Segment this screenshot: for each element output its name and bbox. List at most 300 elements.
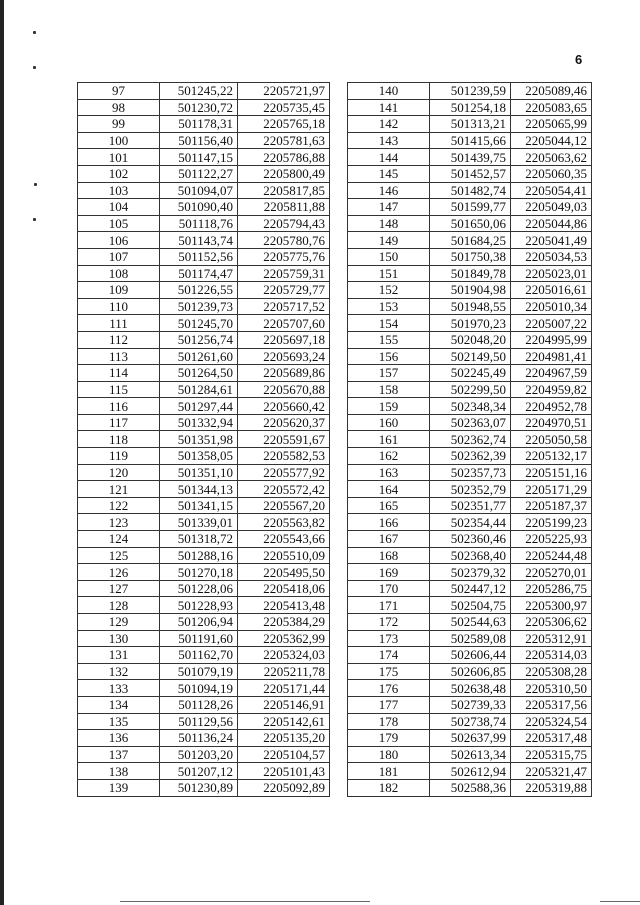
y-coordinate-cell: 2205321,47 [511,763,592,780]
y-coordinate-cell: 2205083,65 [511,99,592,116]
point-number-cell: 159 [348,398,430,415]
y-coordinate-cell: 2205244,48 [511,547,592,564]
y-coordinate-cell: 2205591,67 [238,431,330,448]
y-coordinate-cell: 2205721,97 [238,83,330,100]
y-coordinate-cell: 2205044,12 [511,132,592,149]
y-coordinate-cell: 2205211,78 [238,663,330,680]
point-number-cell: 98 [78,99,160,116]
x-coordinate-cell: 501482,74 [430,182,511,199]
x-coordinate-cell: 501351,10 [160,464,238,481]
point-number-cell: 126 [78,564,160,581]
x-coordinate-cell: 501228,93 [160,597,238,614]
x-coordinate-cell: 502363,07 [430,414,511,431]
table-row [78,597,330,614]
y-coordinate-cell: 2205060,35 [511,165,592,182]
table-row [78,215,330,232]
point-number-cell: 181 [348,763,430,780]
y-coordinate-cell: 2205707,60 [238,315,330,332]
y-coordinate-cell: 2205729,77 [238,282,330,299]
page-number: 6 [575,52,583,67]
y-coordinate-cell: 2205101,43 [238,763,330,780]
x-coordinate-cell: 501344,13 [160,481,238,498]
point-number-cell: 111 [78,315,160,332]
table-row [348,547,592,564]
table-row [348,348,592,365]
x-coordinate-cell: 501339,01 [160,514,238,531]
table-row [348,647,592,664]
y-coordinate-cell: 2205620,37 [238,414,330,431]
y-coordinate-cell: 2205315,75 [511,746,592,763]
point-number-cell: 169 [348,564,430,581]
x-coordinate-cell: 501288,16 [160,547,238,564]
y-coordinate-cell: 2205319,88 [511,779,592,796]
y-coordinate-cell: 2205063,62 [511,149,592,166]
y-coordinate-cell: 2205582,53 [238,448,330,465]
point-number-cell: 119 [78,448,160,465]
point-number-cell: 166 [348,514,430,531]
table-row [348,464,592,481]
table-row [78,149,330,166]
y-coordinate-cell: 2205007,22 [511,315,592,332]
point-number-cell: 157 [348,365,430,382]
x-coordinate-cell: 502613,34 [430,746,511,763]
x-coordinate-cell: 502612,94 [430,763,511,780]
table-row [348,199,592,216]
point-number-cell: 154 [348,315,430,332]
x-coordinate-cell: 502351,77 [430,497,511,514]
table-row [348,564,592,581]
table-row [348,83,592,100]
point-number-cell: 134 [78,696,160,713]
coordinates-table-right [347,82,592,797]
point-number-cell: 163 [348,464,430,481]
table-row [348,99,592,116]
point-number-cell: 164 [348,481,430,498]
point-number-cell: 113 [78,348,160,365]
table-row [78,182,330,199]
y-coordinate-cell: 2205310,50 [511,680,592,697]
point-number-cell: 175 [348,663,430,680]
y-coordinate-cell: 2205413,48 [238,597,330,614]
table-row [348,381,592,398]
y-coordinate-cell: 2205151,16 [511,464,592,481]
x-coordinate-cell: 502504,75 [430,597,511,614]
point-number-cell: 128 [78,597,160,614]
table-row [78,315,330,332]
point-number-cell: 158 [348,381,430,398]
x-coordinate-cell: 501079,19 [160,663,238,680]
y-coordinate-cell: 2205308,28 [511,663,592,680]
x-coordinate-cell: 501129,56 [160,713,238,730]
table-row [348,265,592,282]
y-coordinate-cell: 2205089,46 [511,83,592,100]
table-row [348,298,592,315]
x-coordinate-cell: 502447,12 [430,580,511,597]
table-row [78,580,330,597]
table-row [348,763,592,780]
point-number-cell: 132 [78,663,160,680]
y-coordinate-cell: 2205142,61 [238,713,330,730]
table-row [78,779,330,796]
point-number-cell: 176 [348,680,430,697]
y-coordinate-cell: 2205577,92 [238,464,330,481]
table-row [348,713,592,730]
table-row [78,663,330,680]
y-coordinate-cell: 2204952,78 [511,398,592,415]
y-coordinate-cell: 2204959,82 [511,381,592,398]
y-coordinate-cell: 2205765,18 [238,116,330,133]
x-coordinate-cell: 502354,44 [430,514,511,531]
x-coordinate-cell: 501341,15 [160,497,238,514]
point-number-cell: 112 [78,331,160,348]
point-number-cell: 117 [78,414,160,431]
table-row [78,232,330,249]
point-number-cell: 114 [78,365,160,382]
point-number-cell: 151 [348,265,430,282]
y-coordinate-cell: 2204970,51 [511,414,592,431]
x-coordinate-cell: 501684,25 [430,232,511,249]
x-coordinate-cell: 501284,61 [160,381,238,398]
table-row [78,165,330,182]
x-coordinate-cell: 501415,66 [430,132,511,149]
point-number-cell: 147 [348,199,430,216]
scan-speck [33,31,36,34]
scan-speck [34,183,37,186]
point-number-cell: 105 [78,215,160,232]
table-row [78,348,330,365]
x-coordinate-cell: 502588,36 [430,779,511,796]
point-number-cell: 160 [348,414,430,431]
x-coordinate-cell: 502738,74 [430,713,511,730]
table-row [78,398,330,415]
point-number-cell: 120 [78,464,160,481]
point-number-cell: 102 [78,165,160,182]
point-number-cell: 155 [348,331,430,348]
scan-speck [33,218,36,221]
point-number-cell: 118 [78,431,160,448]
point-number-cell: 168 [348,547,430,564]
point-number-cell: 123 [78,514,160,531]
point-number-cell: 116 [78,398,160,415]
table-row [78,763,330,780]
table-row [78,531,330,548]
y-coordinate-cell: 2205023,01 [511,265,592,282]
y-coordinate-cell: 2205786,88 [238,149,330,166]
y-coordinate-cell: 2205199,23 [511,514,592,531]
table-row [78,282,330,299]
x-coordinate-cell: 502357,73 [430,464,511,481]
x-coordinate-cell: 502589,08 [430,630,511,647]
table-row [78,116,330,133]
x-coordinate-cell: 501230,89 [160,779,238,796]
x-coordinate-cell: 501156,40 [160,132,238,149]
table-row [78,564,330,581]
scan-bottom-line [600,901,640,902]
y-coordinate-cell: 2205270,01 [511,564,592,581]
point-number-cell: 125 [78,547,160,564]
table-row [348,580,592,597]
point-number-cell: 97 [78,83,160,100]
point-number-cell: 172 [348,614,430,631]
table-row [348,630,592,647]
x-coordinate-cell: 502348,34 [430,398,511,415]
table-row [78,365,330,382]
x-coordinate-cell: 502362,39 [430,448,511,465]
y-coordinate-cell: 2205543,66 [238,531,330,548]
point-number-cell: 150 [348,248,430,265]
table-row [78,265,330,282]
table-row [78,83,330,100]
table-row [348,365,592,382]
point-number-cell: 133 [78,680,160,697]
y-coordinate-cell: 2205092,89 [238,779,330,796]
x-coordinate-cell: 501970,23 [430,315,511,332]
point-number-cell: 106 [78,232,160,249]
y-coordinate-cell: 2205689,86 [238,365,330,382]
table-row [348,232,592,249]
table-row [348,149,592,166]
table-row [78,630,330,647]
table-row [348,182,592,199]
x-coordinate-cell: 501904,98 [430,282,511,299]
point-number-cell: 149 [348,232,430,249]
y-coordinate-cell: 2205054,41 [511,182,592,199]
point-number-cell: 100 [78,132,160,149]
table-row [78,464,330,481]
x-coordinate-cell: 501351,98 [160,431,238,448]
coordinates-table-right-body [348,83,592,797]
y-coordinate-cell: 2205735,45 [238,99,330,116]
scan-speck [33,66,36,69]
table-row [348,497,592,514]
table-row [78,431,330,448]
table-row [348,481,592,498]
y-coordinate-cell: 2205065,99 [511,116,592,133]
table-row [78,448,330,465]
point-number-cell: 171 [348,597,430,614]
x-coordinate-cell: 501143,74 [160,232,238,249]
x-coordinate-cell: 501174,47 [160,265,238,282]
x-coordinate-cell: 502245,49 [430,365,511,382]
table-row [348,165,592,182]
point-number-cell: 143 [348,132,430,149]
point-number-cell: 179 [348,730,430,747]
table-row [348,663,592,680]
point-number-cell: 137 [78,746,160,763]
point-number-cell: 144 [348,149,430,166]
point-number-cell: 146 [348,182,430,199]
x-coordinate-cell: 501948,55 [430,298,511,315]
x-coordinate-cell: 501256,74 [160,331,238,348]
y-coordinate-cell: 2205693,24 [238,348,330,365]
table-row [78,713,330,730]
x-coordinate-cell: 502299,50 [430,381,511,398]
table-row [348,514,592,531]
table-row [348,331,592,348]
table-row [78,730,330,747]
point-number-cell: 139 [78,779,160,796]
point-number-cell: 153 [348,298,430,315]
y-coordinate-cell: 2205044,86 [511,215,592,232]
point-number-cell: 173 [348,630,430,647]
x-coordinate-cell: 502638,48 [430,680,511,697]
point-number-cell: 103 [78,182,160,199]
x-coordinate-cell: 502149,50 [430,348,511,365]
table-row [348,448,592,465]
table-row [348,116,592,133]
x-coordinate-cell: 501254,18 [430,99,511,116]
y-coordinate-cell: 2205384,29 [238,614,330,631]
y-coordinate-cell: 2205171,44 [238,680,330,697]
x-coordinate-cell: 501261,60 [160,348,238,365]
table-row [78,199,330,216]
table-row [78,298,330,315]
point-number-cell: 131 [78,647,160,664]
y-coordinate-cell: 2205041,49 [511,232,592,249]
point-number-cell: 109 [78,282,160,299]
y-coordinate-cell: 2205567,20 [238,497,330,514]
y-coordinate-cell: 2205510,09 [238,547,330,564]
y-coordinate-cell: 2205362,99 [238,630,330,647]
x-coordinate-cell: 501178,31 [160,116,238,133]
point-number-cell: 161 [348,431,430,448]
point-number-cell: 165 [348,497,430,514]
table-row [348,431,592,448]
x-coordinate-cell: 501297,44 [160,398,238,415]
y-coordinate-cell: 2205794,43 [238,215,330,232]
x-coordinate-cell: 501147,15 [160,149,238,166]
y-coordinate-cell: 2205324,03 [238,647,330,664]
table-row [78,481,330,498]
y-coordinate-cell: 2205495,50 [238,564,330,581]
point-number-cell: 104 [78,199,160,216]
point-number-cell: 136 [78,730,160,747]
table-row [78,680,330,697]
coordinates-table-left [77,82,330,797]
y-coordinate-cell: 2205034,53 [511,248,592,265]
x-coordinate-cell: 501245,22 [160,83,238,100]
y-coordinate-cell: 2205324,54 [511,713,592,730]
table-row [78,381,330,398]
point-number-cell: 177 [348,696,430,713]
point-number-cell: 127 [78,580,160,597]
x-coordinate-cell: 501849,78 [430,265,511,282]
x-coordinate-cell: 502360,46 [430,531,511,548]
x-coordinate-cell: 501118,76 [160,215,238,232]
x-coordinate-cell: 501191,60 [160,630,238,647]
y-coordinate-cell: 2205780,76 [238,232,330,249]
point-number-cell: 152 [348,282,430,299]
y-coordinate-cell: 2205286,75 [511,580,592,597]
table-row [348,730,592,747]
x-coordinate-cell: 501239,73 [160,298,238,315]
x-coordinate-cell: 501313,21 [430,116,511,133]
x-coordinate-cell: 501162,70 [160,647,238,664]
x-coordinate-cell: 501245,70 [160,315,238,332]
x-coordinate-cell: 501230,72 [160,99,238,116]
table-row [348,398,592,415]
table-row [78,414,330,431]
table-row [78,514,330,531]
point-number-cell: 156 [348,348,430,365]
x-coordinate-cell: 502379,32 [430,564,511,581]
table-row [78,497,330,514]
y-coordinate-cell: 2205171,29 [511,481,592,498]
table-row [348,696,592,713]
x-coordinate-cell: 501318,72 [160,531,238,548]
table-row [78,248,330,265]
table-row [348,614,592,631]
table-row [348,414,592,431]
y-coordinate-cell: 2204981,41 [511,348,592,365]
x-coordinate-cell: 501264,50 [160,365,238,382]
y-coordinate-cell: 2205670,88 [238,381,330,398]
point-number-cell: 141 [348,99,430,116]
x-coordinate-cell: 502368,40 [430,547,511,564]
x-coordinate-cell: 502352,79 [430,481,511,498]
y-coordinate-cell: 2205049,03 [511,199,592,216]
table-row [78,696,330,713]
y-coordinate-cell: 2205781,63 [238,132,330,149]
table-row [78,614,330,631]
y-coordinate-cell: 2205187,37 [511,497,592,514]
y-coordinate-cell: 2205759,31 [238,265,330,282]
table-row [78,547,330,564]
point-number-cell: 99 [78,116,160,133]
y-coordinate-cell: 2205225,93 [511,531,592,548]
x-coordinate-cell: 501094,07 [160,182,238,199]
y-coordinate-cell: 2205717,52 [238,298,330,315]
y-coordinate-cell: 2205016,61 [511,282,592,299]
y-coordinate-cell: 2205306,62 [511,614,592,631]
point-number-cell: 167 [348,531,430,548]
y-coordinate-cell: 2205660,42 [238,398,330,415]
y-coordinate-cell: 2204967,59 [511,365,592,382]
x-coordinate-cell: 501750,38 [430,248,511,265]
x-coordinate-cell: 502637,99 [430,730,511,747]
point-number-cell: 182 [348,779,430,796]
table-row [348,248,592,265]
x-coordinate-cell: 501207,12 [160,763,238,780]
x-coordinate-cell: 501452,57 [430,165,511,182]
point-number-cell: 162 [348,448,430,465]
point-number-cell: 178 [348,713,430,730]
table-row [348,779,592,796]
coordinates-table-left-body [78,83,330,797]
x-coordinate-cell: 502048,20 [430,331,511,348]
point-number-cell: 142 [348,116,430,133]
point-number-cell: 108 [78,265,160,282]
y-coordinate-cell: 2205104,57 [238,746,330,763]
table-row [348,531,592,548]
point-number-cell: 122 [78,497,160,514]
x-coordinate-cell: 501358,05 [160,448,238,465]
y-coordinate-cell: 2205050,58 [511,431,592,448]
y-coordinate-cell: 2205300,97 [511,597,592,614]
x-coordinate-cell: 501136,24 [160,730,238,747]
x-coordinate-cell: 501599,77 [430,199,511,216]
y-coordinate-cell: 2205132,17 [511,448,592,465]
x-coordinate-cell: 501239,59 [430,83,511,100]
point-number-cell: 148 [348,215,430,232]
x-coordinate-cell: 501650,06 [430,215,511,232]
table-row [78,132,330,149]
y-coordinate-cell: 2205697,18 [238,331,330,348]
y-coordinate-cell: 2205010,34 [511,298,592,315]
x-coordinate-cell: 501332,94 [160,414,238,431]
y-coordinate-cell: 2205146,91 [238,696,330,713]
scan-left-edge [0,0,4,905]
